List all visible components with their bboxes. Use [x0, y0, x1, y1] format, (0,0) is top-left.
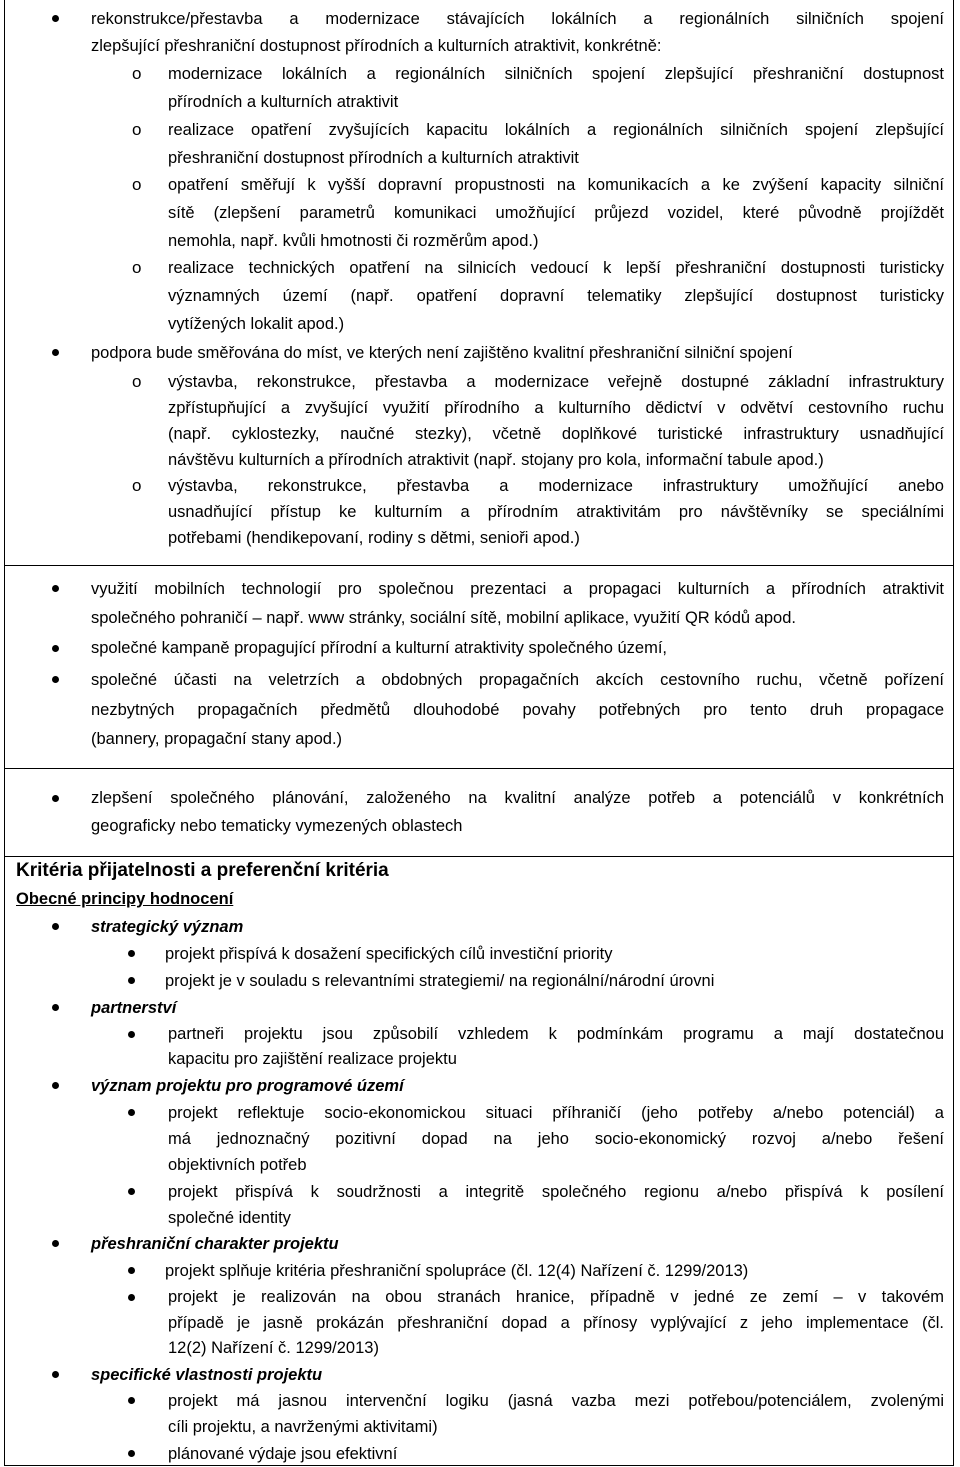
bullet-icon — [128, 1267, 135, 1274]
criteria-item-line: projekt přispívá k dosažení specifických cílů investiční priority — [165, 945, 613, 963]
sublist-item-line: potřebami (hendikepovaní, rodiny s dětmi, senioři apod.) — [168, 529, 580, 547]
criteria-item-line: projekt splňuje kritéria přeshraniční spolupráce (čl. 12(4) Nařízení č. 1299/2013) — [165, 1262, 749, 1280]
sublist-item-line: nemohla, např. kvůli hmotnosti či rozměrům apod.) — [168, 232, 539, 250]
bullet-icon — [128, 1450, 135, 1457]
bullet-icon — [128, 1031, 135, 1038]
sublist-item-line: usnadňující přístup ke kulturním a přírodním atraktivitám pro návštěvníky se speciálními — [168, 503, 944, 521]
criteria-item-line: kapacitu pro zajištění realizace projektu — [168, 1050, 457, 1068]
criteria-item-line: projekt je v souladu s relevantními strategiemi/ na regionální/národní úrovni — [165, 972, 715, 990]
list-item-line: společné kampaně propagující přírodní a kulturní atraktivity společného území, — [91, 639, 667, 657]
sublist-item-line: opatření směřují k vyšší dopravní propustnosti na komunikacích a ke zvýšení kapacity silniční — [168, 176, 944, 194]
criteria-group-title: přeshraniční charakter projektu — [91, 1235, 339, 1253]
criteria-item-line: partneři projektu jsou způsobilí vzhledem k podmínkám programu a mají dostatečnou — [168, 1025, 944, 1043]
sublist-item-line: přírodních a kulturních atraktivit — [168, 93, 399, 111]
criteria-item-line: má jednoznačný pozitivní dopad na jeho socio-ekonomický rozvoj a/nebo řešení — [168, 1130, 944, 1148]
criteria-item-line: 12(2) Nařízení č. 1299/2013) — [168, 1339, 379, 1357]
bullet-icon — [128, 977, 135, 984]
circle-bullet-icon: o — [132, 476, 142, 495]
sublist-item-line: významných území (např. opatření dopravní telematiky zlepšující dostupnost turisticky — [168, 287, 944, 305]
section-subheading: Obecné principy hodnocení — [16, 890, 234, 908]
bullet-icon — [52, 585, 59, 592]
circle-bullet-icon: o — [132, 258, 142, 277]
list-item-line: zlepšující přeshraniční dostupnost přírodních a kulturních atraktivit, konkrétně: — [91, 37, 662, 55]
bullet-icon — [52, 923, 59, 930]
criteria-group-title: partnerství — [91, 999, 177, 1017]
bullet-icon — [52, 349, 59, 356]
list-item-line: společného pohraničí – např. www stránky, sociální sítě, mobilní aplikace, využití QR kódů apod. — [91, 609, 796, 627]
criteria-item-line: projekt přispívá k soudržnosti a integritě společného regionu a/nebo přispívá k posílení — [168, 1183, 944, 1201]
sublist-item-line: výstavba, rekonstrukce, přestavba a modernizace veřejně dostupné základní infrastruktury — [168, 373, 944, 391]
list-item-line: (bannery, propagační stany apod.) — [91, 730, 343, 748]
bullet-icon — [52, 795, 59, 802]
circle-bullet-icon: o — [132, 175, 142, 194]
criteria-item-line: plánované výdaje jsou efektivní — [168, 1445, 398, 1463]
criteria-group-title: strategický význam — [91, 918, 244, 936]
bullet-icon — [52, 676, 59, 683]
bullet-icon — [52, 15, 59, 22]
list-item-line: podpora bude směřována do míst, ve kterých není zajištěno kvalitní přeshraniční silniční spojení — [91, 344, 793, 362]
sublist-item-line: vytížených lokalit apod.) — [168, 315, 345, 333]
list-item-line: společné účasti na veletrzích a obdobných propagačních akcích cestovního ruchu, včetně pořízení — [91, 671, 944, 689]
bullet-icon — [52, 1371, 59, 1378]
bullet-icon — [128, 1294, 135, 1301]
sublist-item-line: návštěvu kulturních a přírodních atraktivit (např. stojany pro kola, informační tabule apod.) — [168, 451, 824, 469]
list-item-line: zlepšení společného plánování, založeného na kvalitní analýze potřeb a potenciálů v konkrétních — [91, 789, 944, 807]
bullet-icon — [128, 1397, 135, 1404]
sublist-item-line: sítě (zlepšení parametrů komunikaci umožňující průjezd vozidel, které původně projíždět — [168, 204, 944, 222]
divider — [4, 768, 954, 769]
criteria-item-line: projekt je realizován na obou stranách hranice, případně v jedné ze zemí – v takovém — [168, 1288, 944, 1306]
section-heading: Kritéria přijatelnosti a preferenční kritéria — [16, 860, 389, 881]
sublist-item-line: výstavba, rekonstrukce, přestavba a modernizace infrastruktury umožňující anebo — [168, 477, 944, 495]
list-item-line: využití mobilních technologií pro společnou prezentaci a propagaci kulturních a přírodních atraktivit — [91, 580, 944, 598]
criteria-item-line: společné identity — [168, 1209, 291, 1227]
criteria-item-line: cíli projektu, a navrženými aktivitami) — [168, 1418, 438, 1436]
criteria-item-line: objektivních potřeb — [168, 1156, 307, 1174]
sublist-item-line: zpřístupňující a zvyšující využití přírodního a kulturního dědictví v odvětví cestovního ruchu — [168, 399, 944, 417]
criteria-item-line: projekt má jasnou intervenční logiku (jasná vazba mezi potřebou/potenciálem, zvolenými — [168, 1392, 944, 1410]
bullet-icon — [52, 645, 59, 652]
bullet-icon — [52, 1082, 59, 1089]
criteria-group-title: specifické vlastnosti projektu — [91, 1366, 323, 1384]
criteria-item-line: projekt reflektuje socio-ekonomickou situaci příhraničí (jeho potřeby a/nebo potenciál) a — [168, 1104, 944, 1122]
circle-bullet-icon: o — [132, 64, 142, 83]
bullet-icon — [52, 1004, 59, 1011]
bullet-icon — [128, 1188, 135, 1195]
sublist-item-line: (např. cyklostezky, naučné stezky), včetně doplňkové turistické infrastruktury usnadňující — [168, 425, 944, 443]
bullet-icon — [128, 950, 135, 957]
sublist-item-line: realizace technických opatření na silnicích vedoucí k lepší přeshraniční dostupnosti turisticky — [168, 259, 944, 277]
criteria-item-line: případě je jasně prokázán přeshraniční dopad a přínosy vyplývající z jeho implementace (čl. — [168, 1314, 944, 1332]
list-item-line: rekonstrukce/přestavba a modernizace stávajících lokálních a regionálních silničních spojení — [91, 10, 944, 28]
list-item-line: nezbytných propagačních předmětů dlouhodobé povahy potřebných pro tento druh propagace — [91, 701, 944, 719]
divider — [4, 856, 954, 857]
list-item-line: geograficky nebo tematicky vymezených oblastech — [91, 817, 463, 835]
divider — [4, 565, 954, 566]
bullet-icon — [128, 1109, 135, 1116]
circle-bullet-icon: o — [132, 372, 142, 391]
sublist-item-line: modernizace lokálních a regionálních silničních spojení zlepšující přeshraniční dostupnost — [168, 65, 944, 83]
bullet-icon — [52, 1240, 59, 1247]
criteria-group-title: význam projektu pro programové území — [91, 1077, 404, 1095]
sublist-item-line: realizace opatření zvyšujících kapacitu lokálních a regionálních silničních spojení zlepšující — [168, 121, 944, 139]
sublist-item-line: přeshraniční dostupnost přírodních a kulturních atraktivit — [168, 149, 579, 167]
circle-bullet-icon: o — [132, 120, 142, 139]
